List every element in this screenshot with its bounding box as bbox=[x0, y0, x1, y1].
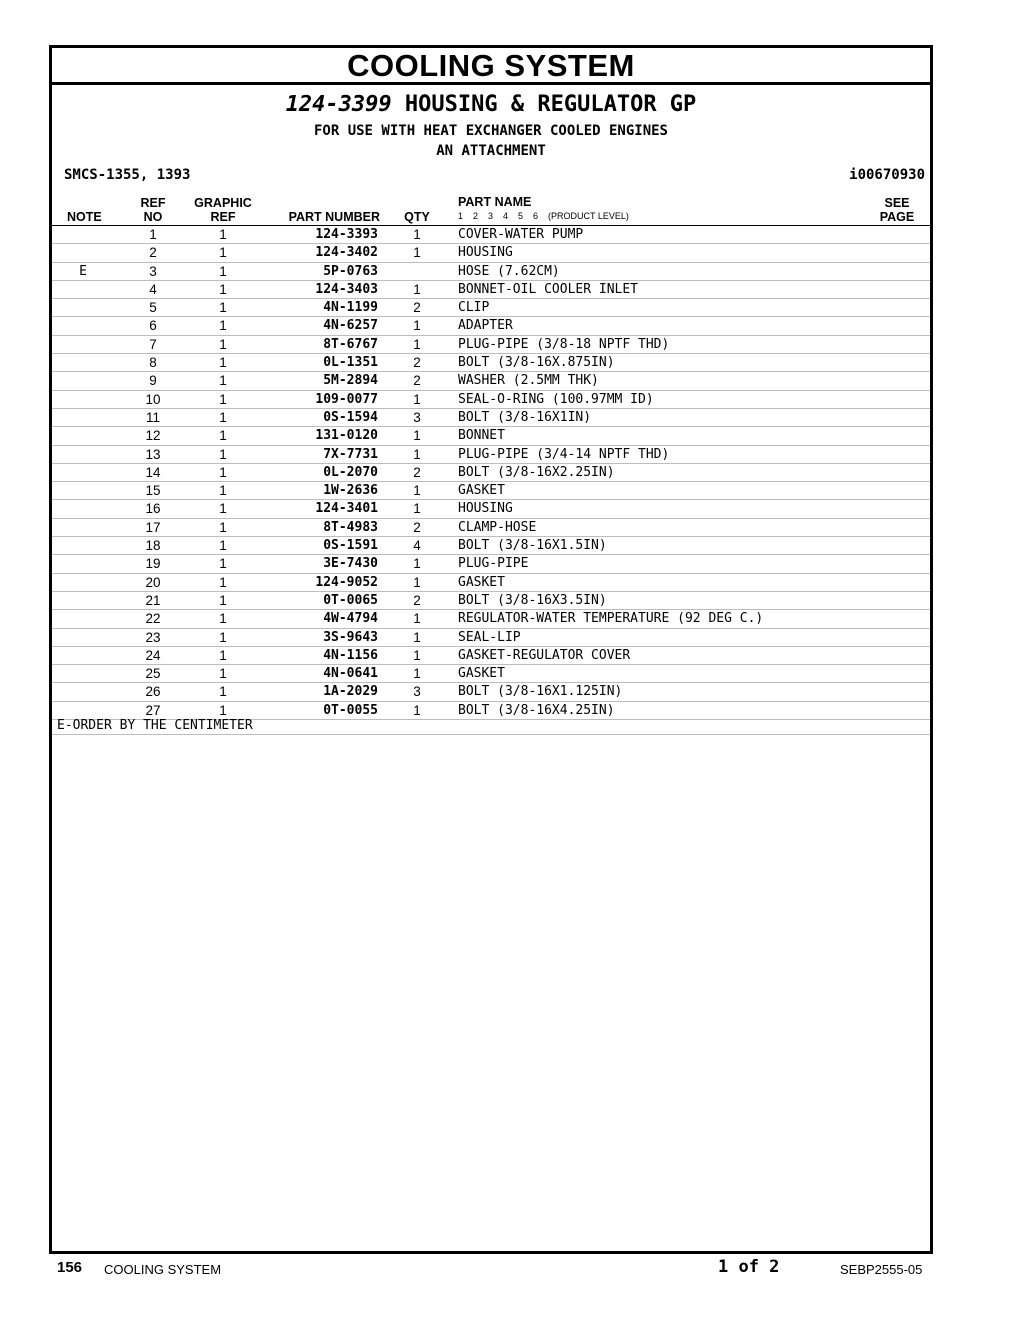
header-graphic-bottom: REF bbox=[210, 210, 236, 224]
smcs-code: SMCS-1355, 1393 bbox=[64, 167, 191, 183]
qty-cell: 1 bbox=[413, 483, 421, 499]
group-name: HOUSING & REGULATOR GP bbox=[404, 92, 697, 117]
ref-no-cell: 1 bbox=[149, 227, 157, 242]
part-number-cell: 131-0120 bbox=[315, 428, 378, 444]
header-ref bbox=[132, 196, 174, 224]
graphic-ref-cell: 1 bbox=[219, 300, 227, 316]
table-row bbox=[52, 610, 930, 628]
graphic-ref-cell: 1 bbox=[219, 336, 227, 352]
part-name-cell: CLIP bbox=[458, 300, 490, 316]
ref-no-cell: 22 bbox=[145, 611, 161, 627]
ref-no-cell: 2 bbox=[149, 245, 157, 261]
part-name-cell: BOLT (3/8-16X2.25IN) bbox=[458, 464, 615, 480]
part-name-cell: REGULATOR-WATER TEMPERATURE (92 DEG C.) bbox=[458, 611, 764, 627]
footer-page-number: 156 bbox=[57, 1259, 83, 1276]
header-ref-bottom: NO bbox=[143, 210, 163, 224]
table-row bbox=[52, 244, 930, 262]
table-row bbox=[52, 317, 930, 335]
table-row bbox=[52, 555, 930, 573]
qty-cell: 2 bbox=[413, 519, 421, 535]
section-title: COOLING SYSTEM bbox=[52, 48, 930, 85]
part-name-cell: BOLT (3/8-16X4.25IN) bbox=[458, 702, 615, 718]
part-number-cell: 1A-2029 bbox=[323, 684, 378, 700]
qty-cell: 2 bbox=[413, 300, 421, 316]
part-number-cell: 0L-1351 bbox=[323, 355, 378, 371]
part-number-cell: 109-0077 bbox=[315, 391, 378, 407]
table-row bbox=[52, 372, 930, 390]
graphic-ref-cell: 1 bbox=[219, 245, 227, 261]
qty-cell: 1 bbox=[413, 245, 421, 261]
graphic-ref-cell: 1 bbox=[219, 666, 227, 682]
part-number-cell: 4N-0641 bbox=[323, 666, 378, 682]
graphic-ref-cell: 1 bbox=[219, 611, 227, 627]
table-row bbox=[52, 482, 930, 500]
table-row bbox=[52, 574, 930, 592]
qty-cell: 2 bbox=[413, 373, 421, 389]
table-row bbox=[52, 647, 930, 665]
ref-no-cell: 9 bbox=[149, 373, 157, 389]
qty-cell: 1 bbox=[413, 611, 421, 627]
header-part-number: PART NUMBER bbox=[288, 210, 380, 224]
ref-no-cell: 8 bbox=[149, 355, 157, 371]
part-number-cell: 8T-6767 bbox=[323, 336, 378, 352]
part-name-cell: COVER-WATER PUMP bbox=[458, 227, 584, 242]
header-qty: QTY bbox=[404, 210, 430, 224]
part-number-cell: 3E-7430 bbox=[323, 556, 378, 572]
footnote-text: E-ORDER BY THE CENTIMETER bbox=[57, 718, 253, 733]
group-usage-line: FOR USE WITH HEAT EXCHANGER COOLED ENGINES bbox=[313, 123, 668, 139]
header-product-levels: 1 2 3 4 5 6 (PRODUCT LEVEL) bbox=[458, 211, 629, 221]
qty-cell: 1 bbox=[413, 428, 421, 444]
table-row bbox=[52, 446, 930, 464]
part-name-cell: PLUG-PIPE bbox=[458, 556, 529, 572]
ref-no-cell: 5 bbox=[149, 300, 157, 316]
graphic-ref-cell: 1 bbox=[219, 409, 227, 425]
graphic-ref-cell: 1 bbox=[219, 556, 227, 572]
table-row bbox=[52, 354, 930, 372]
table-row bbox=[52, 336, 930, 354]
part-number-cell: 124-9052 bbox=[315, 574, 378, 590]
qty-cell: 1 bbox=[413, 629, 421, 645]
graphic-ref-cell: 1 bbox=[219, 519, 227, 535]
qty-cell: 1 bbox=[413, 666, 421, 682]
part-number-cell: 4W-4794 bbox=[323, 611, 378, 627]
part-number-cell: 5P-0763 bbox=[323, 263, 378, 279]
part-number-cell: 4N-6257 bbox=[323, 318, 378, 334]
ref-no-cell: 13 bbox=[145, 446, 161, 462]
graphic-ref-cell: 1 bbox=[219, 647, 227, 663]
header-graphic-ref bbox=[187, 196, 259, 224]
part-number-cell: 124-3401 bbox=[315, 501, 378, 517]
ref-no-cell: 12 bbox=[145, 428, 161, 444]
ref-no-cell: 21 bbox=[145, 592, 161, 608]
footer-section: COOLING SYSTEM bbox=[104, 1262, 222, 1277]
graphic-ref-cell: 1 bbox=[219, 464, 227, 480]
ref-no-cell: 26 bbox=[145, 684, 161, 700]
table-row bbox=[52, 409, 930, 427]
footer-sheet: 1 of 2 bbox=[718, 1257, 780, 1277]
table-row bbox=[52, 500, 930, 518]
table-row bbox=[52, 391, 930, 409]
part-number-cell: 0T-0055 bbox=[323, 702, 378, 718]
part-name-cell: SEAL-LIP bbox=[458, 629, 521, 645]
part-name-cell: GASKET bbox=[458, 574, 505, 590]
part-number-cell: 124-3393 bbox=[315, 227, 378, 242]
qty-cell: 1 bbox=[413, 556, 421, 572]
part-name-cell: GASKET-REGULATOR COVER bbox=[458, 647, 631, 663]
part-number-cell: 0L-2070 bbox=[323, 464, 378, 480]
table-row bbox=[52, 537, 930, 555]
part-name-cell: GASKET bbox=[458, 483, 505, 499]
footnote-row bbox=[52, 717, 930, 735]
ref-no-cell: 19 bbox=[145, 556, 161, 572]
footer-doc-id: SEBP2555-05 bbox=[840, 1262, 923, 1277]
part-name-cell: HOUSING bbox=[458, 501, 513, 517]
part-number-cell: 124-3402 bbox=[315, 245, 378, 261]
ref-no-cell: 23 bbox=[145, 629, 161, 645]
table-row bbox=[52, 299, 930, 317]
ref-no-cell: 15 bbox=[145, 483, 161, 499]
graphic-ref-cell: 1 bbox=[219, 263, 227, 279]
part-number-cell: 8T-4983 bbox=[323, 519, 378, 535]
header-ref-top: REF bbox=[140, 196, 166, 210]
ref-no-cell: 24 bbox=[145, 647, 161, 663]
part-number-cell: 0S-1591 bbox=[323, 538, 378, 554]
part-number-cell: 124-3403 bbox=[315, 281, 378, 297]
table-row bbox=[52, 427, 930, 445]
ref-no-cell: 7 bbox=[149, 336, 157, 352]
header-part-name: PART NAME bbox=[458, 195, 532, 209]
group-attachment-line: AN ATTACHMENT bbox=[436, 143, 546, 159]
header-see-page bbox=[872, 196, 922, 224]
part-name-cell: GASKET bbox=[458, 666, 505, 682]
table-row bbox=[52, 263, 930, 281]
graphic-ref-cell: 1 bbox=[219, 538, 227, 554]
part-name-cell: BOLT (3/8-16X1.5IN) bbox=[458, 538, 607, 554]
group-title bbox=[52, 92, 930, 118]
graphic-ref-cell: 1 bbox=[219, 702, 227, 718]
part-name-cell: SEAL-O-RING (100.97MM ID) bbox=[458, 391, 654, 407]
part-name-cell: BOLT (3/8-16X1IN) bbox=[458, 409, 592, 425]
qty-cell: 1 bbox=[413, 281, 421, 297]
qty-cell: 3 bbox=[413, 684, 421, 700]
qty-cell: 2 bbox=[413, 592, 421, 608]
ref-no-cell: 11 bbox=[145, 409, 160, 425]
part-name-cell: HOSE (7.62CM) bbox=[458, 263, 560, 279]
qty-cell: 1 bbox=[413, 647, 421, 663]
table-row bbox=[52, 464, 930, 482]
graphic-ref-cell: 1 bbox=[219, 629, 227, 645]
graphic-ref-cell: 1 bbox=[219, 391, 227, 407]
part-name-cell: BOLT (3/8-16X1.125IN) bbox=[458, 684, 623, 700]
part-number-cell: 7X-7731 bbox=[323, 446, 378, 462]
part-number-cell: 4N-1156 bbox=[323, 647, 378, 663]
ref-no-cell: 3 bbox=[149, 263, 157, 279]
graphic-ref-cell: 1 bbox=[219, 281, 227, 297]
qty-cell: 1 bbox=[413, 391, 421, 407]
table-row bbox=[52, 683, 930, 701]
table-row bbox=[52, 665, 930, 683]
ref-no-cell: 25 bbox=[145, 666, 161, 682]
ref-no-cell: 17 bbox=[145, 519, 161, 535]
graphic-ref-cell: 1 bbox=[219, 592, 227, 608]
header-see-bottom: PAGE bbox=[879, 210, 915, 224]
graphic-ref-cell: 1 bbox=[219, 227, 227, 242]
graphic-ref-cell: 1 bbox=[219, 684, 227, 700]
qty-cell: 2 bbox=[413, 464, 421, 480]
qty-cell: 1 bbox=[413, 702, 421, 718]
qty-cell: 1 bbox=[413, 227, 421, 242]
graphic-ref-cell: 1 bbox=[219, 574, 227, 590]
part-number-cell: 4N-1199 bbox=[323, 300, 378, 316]
part-name-cell: WASHER (2.5MM THK) bbox=[458, 373, 599, 389]
part-name-cell: CLAMP-HOSE bbox=[458, 519, 537, 535]
graphic-ref-cell: 1 bbox=[219, 355, 227, 371]
qty-cell: 3 bbox=[413, 409, 421, 425]
header-note: NOTE bbox=[67, 210, 102, 224]
qty-cell: 1 bbox=[413, 336, 421, 352]
part-number-cell: 5M-2894 bbox=[323, 373, 378, 389]
graphic-ref-cell: 1 bbox=[219, 446, 227, 462]
graphic-ref-cell: 1 bbox=[219, 483, 227, 499]
table-row bbox=[52, 629, 930, 647]
part-name-cell: BONNET-OIL COOLER INLET bbox=[458, 281, 639, 297]
graphic-ref-cell: 1 bbox=[219, 373, 227, 389]
part-name-cell: BOLT (3/8-16X3.5IN) bbox=[458, 592, 607, 608]
part-name-cell: BONNET bbox=[458, 428, 505, 444]
part-number-cell: 3S-9643 bbox=[323, 629, 378, 645]
qty-cell: 1 bbox=[413, 318, 421, 334]
part-number-cell: 1W-2636 bbox=[323, 483, 378, 499]
note-cell: E bbox=[79, 263, 87, 279]
table-row bbox=[52, 519, 930, 537]
parts-table bbox=[52, 226, 930, 720]
part-name-cell: PLUG-PIPE (3/8-18 NPTF THD) bbox=[458, 336, 670, 352]
parts-page-frame bbox=[49, 45, 933, 1254]
part-name-cell: HOUSING bbox=[458, 245, 513, 261]
ref-no-cell: 14 bbox=[145, 464, 161, 480]
part-number-cell: 0S-1594 bbox=[323, 409, 378, 425]
table-row bbox=[52, 226, 930, 244]
ref-no-cell: 18 bbox=[145, 538, 161, 554]
illustration-id: i00670930 bbox=[849, 167, 925, 183]
part-number-cell: 0T-0065 bbox=[323, 592, 378, 608]
group-part-number: 124-3399 bbox=[285, 92, 392, 117]
part-name-cell: PLUG-PIPE (3/4-14 NPTF THD) bbox=[458, 446, 670, 462]
graphic-ref-cell: 1 bbox=[219, 428, 227, 444]
header-see-top: SEE bbox=[884, 196, 910, 210]
qty-cell: 1 bbox=[413, 574, 421, 590]
ref-no-cell: 20 bbox=[145, 574, 161, 590]
qty-cell: 2 bbox=[413, 355, 421, 371]
ref-no-cell: 27 bbox=[145, 702, 161, 718]
table-row bbox=[52, 281, 930, 299]
part-name-cell: ADAPTER bbox=[458, 318, 513, 334]
qty-cell: 1 bbox=[413, 501, 421, 517]
ref-no-cell: 10 bbox=[145, 391, 161, 407]
graphic-ref-cell: 1 bbox=[219, 501, 227, 517]
part-name-cell: BOLT (3/8-16X.875IN) bbox=[458, 355, 615, 371]
ref-no-cell: 16 bbox=[145, 501, 161, 517]
qty-cell: 4 bbox=[413, 538, 421, 554]
graphic-ref-cell: 1 bbox=[219, 318, 227, 334]
header-graphic-top: GRAPHIC bbox=[194, 196, 252, 210]
qty-cell: 1 bbox=[413, 446, 421, 462]
table-row bbox=[52, 592, 930, 610]
ref-no-cell: 4 bbox=[149, 281, 157, 297]
ref-no-cell: 6 bbox=[149, 318, 157, 334]
